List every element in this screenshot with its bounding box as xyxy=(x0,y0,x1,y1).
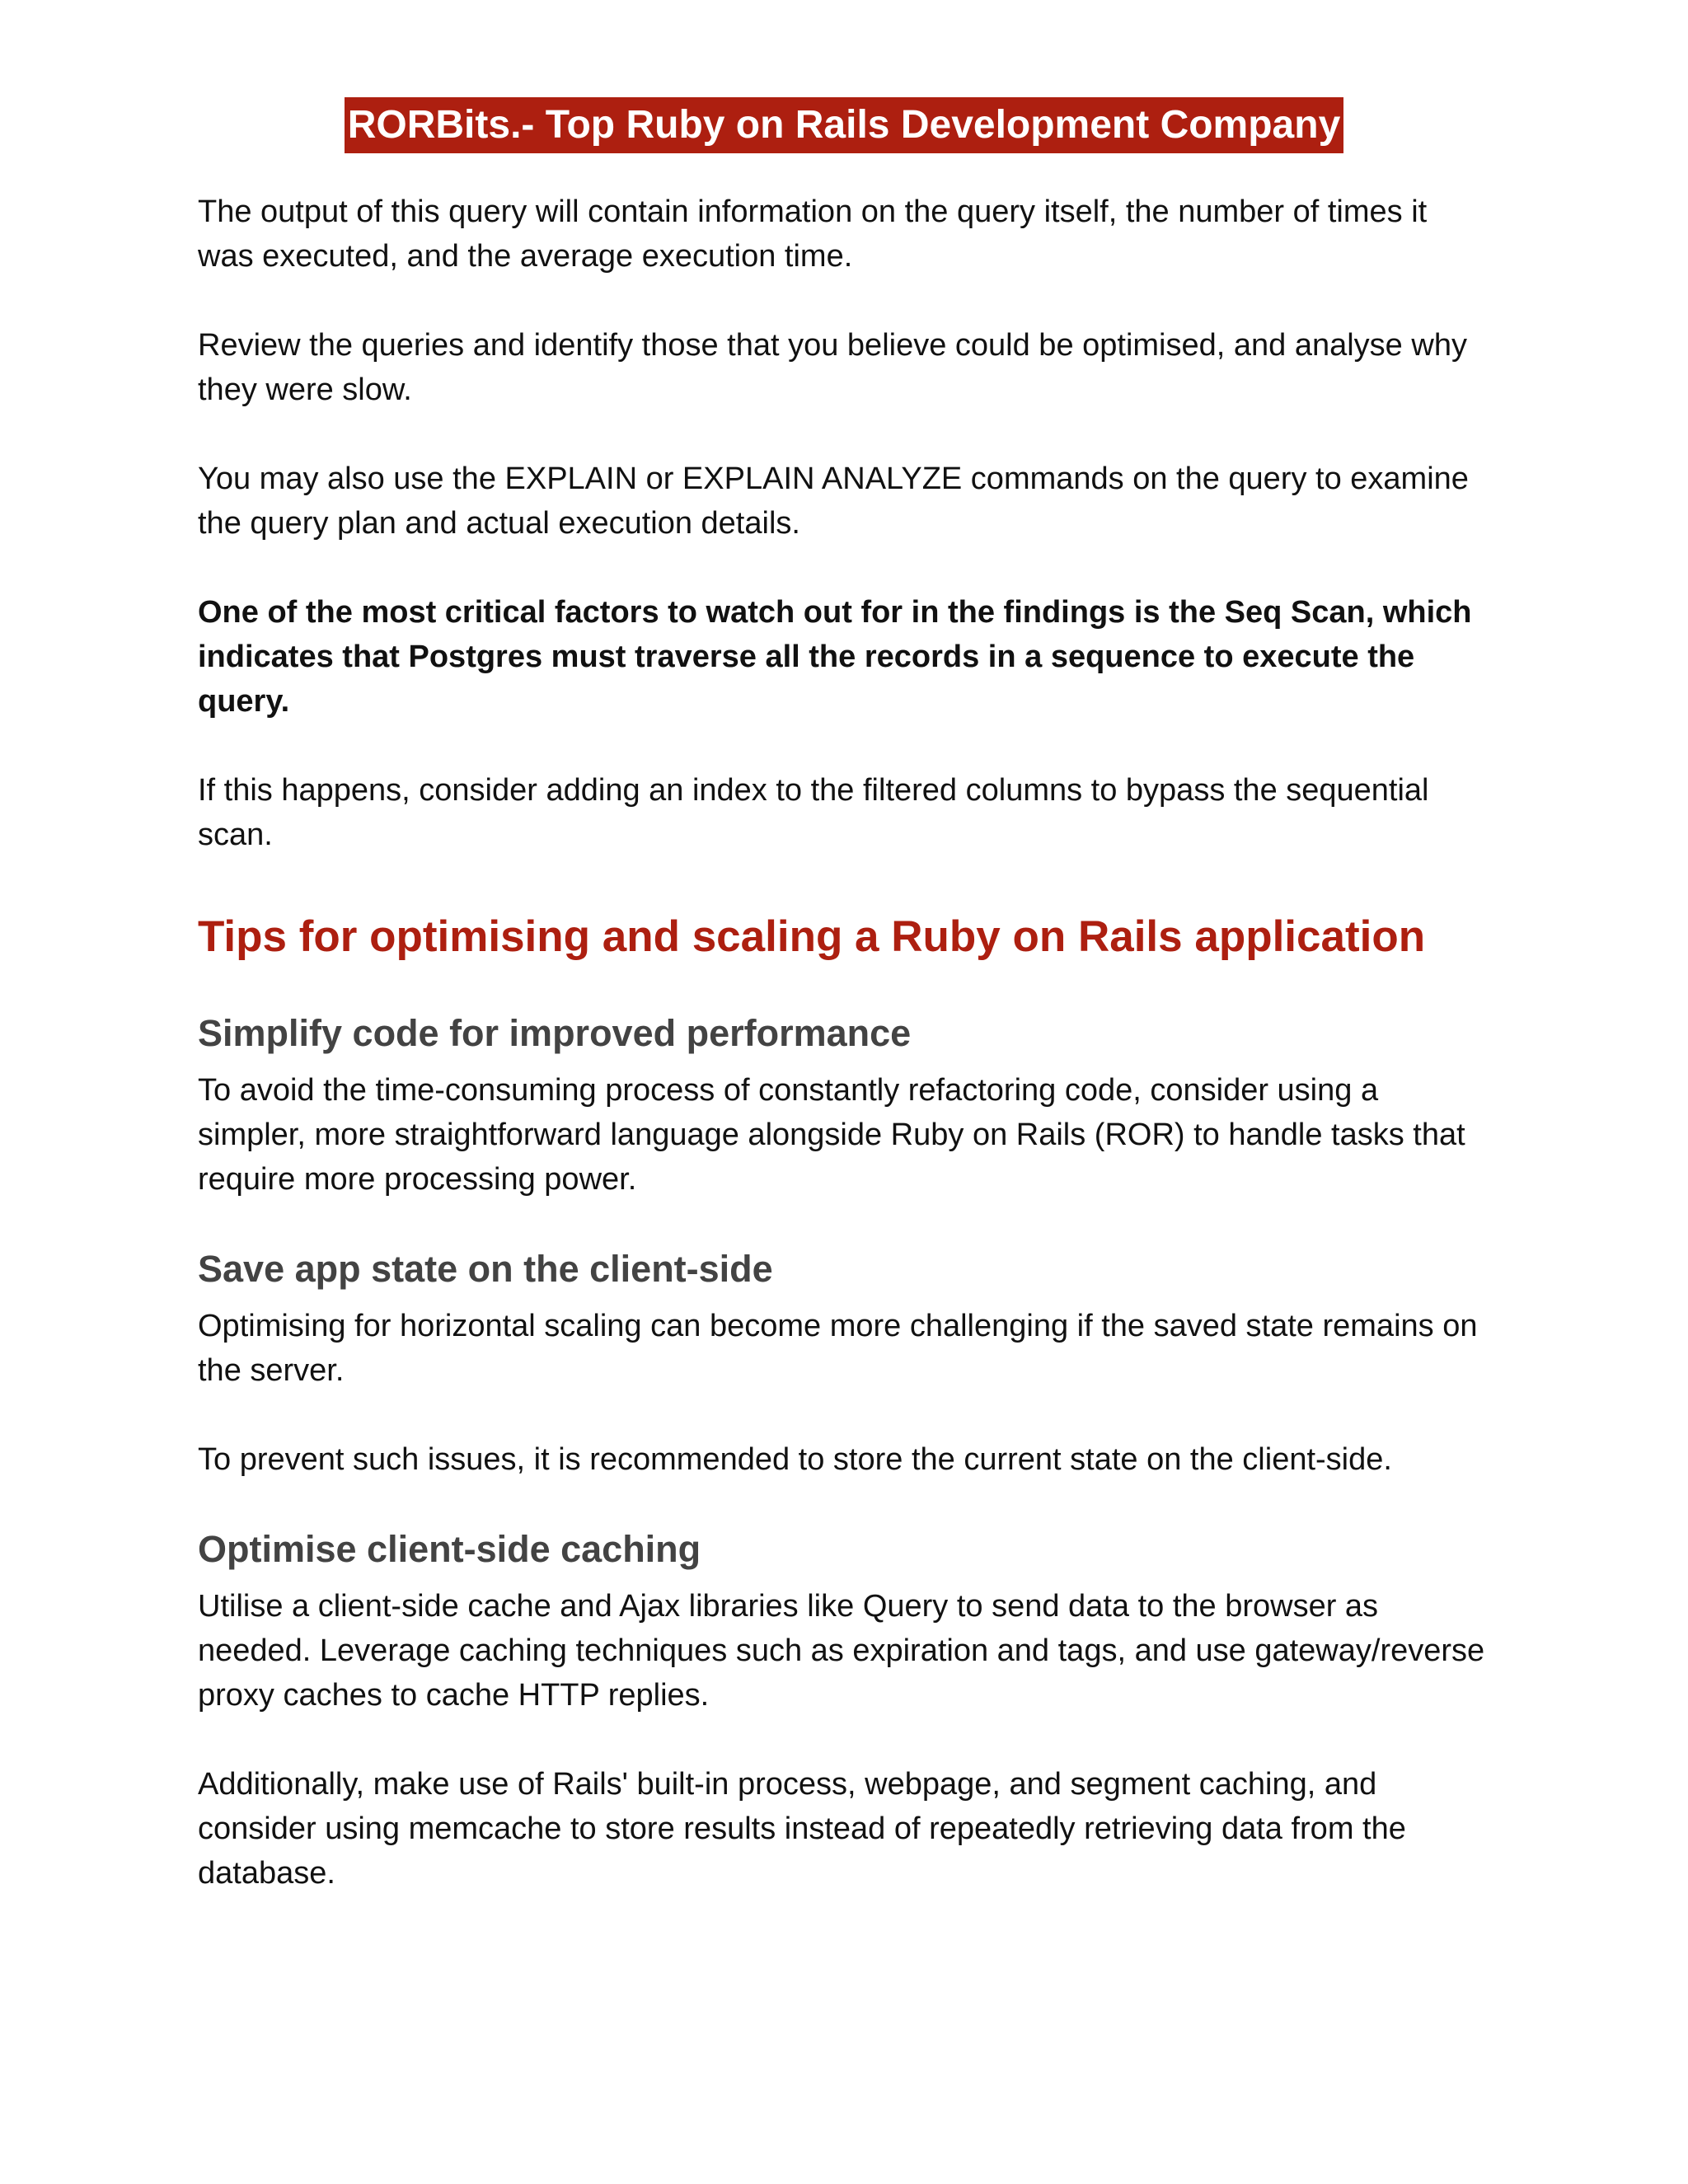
tips-heading: Tips for optimising and scaling a Ruby on Rails application xyxy=(198,912,1426,961)
seq-scan-callout: One of the most critical factors to watch out for in the findings is the Seq Scan, which indicates that Postgres must traverse all the records in a sequence to execute the query. xyxy=(198,595,1472,719)
section-client-caching xyxy=(198,1525,1490,1896)
section-paragraph: Additionally, make use of Rails' built-in process, webpage, and segment caching, and consider using memcache to store results instead of repeatedly retrieving data from the database. xyxy=(198,1767,1406,1891)
section-client-state xyxy=(198,1244,1490,1482)
section-paragraph: Optimising for horizontal scaling can become more challenging if the saved state remains on the server. xyxy=(198,1309,1478,1388)
section-paragraph: To avoid the time-consuming process of constantly refactoring code, consider using a simpler, more straightforward language alongside Ruby on Rails (ROR) to handle tasks that require more processing power. xyxy=(198,1073,1465,1197)
intro-paragraph: Review the queries and identify those that you believe could be optimised, and analyse why they were slow. xyxy=(198,328,1467,407)
section-simplify-code xyxy=(198,1009,1490,1202)
section-paragraph: To prevent such issues, it is recommended to store the current state on the client-side. xyxy=(198,1442,1392,1477)
document-content xyxy=(198,190,1490,1896)
page-banner-title: RORBits.- Top Ruby on Rails Development Company xyxy=(345,97,1344,153)
section-heading: Save app state on the client-side xyxy=(198,1248,773,1290)
section-paragraph: Utilise a client-side cache and Ajax libraries like Query to send data to the browser as needed. Leverage caching techniques such as expiration and tags, and use gateway/reverse proxy caches to cache HTTP replies. xyxy=(198,1589,1485,1713)
section-heading: Optimise client-side caching xyxy=(198,1528,701,1570)
intro-paragraph: The output of this query will contain information on the query itself, the number of times it was executed, and the average execution time. xyxy=(198,194,1428,274)
banner-container xyxy=(198,0,1490,153)
intro-paragraph: If this happens, consider adding an index to the filtered columns to bypass the sequential scan. xyxy=(198,773,1429,852)
intro-paragraph: You may also use the EXPLAIN or EXPLAIN ANALYZE commands on the query to examine the query plan and actual execution details. xyxy=(198,462,1469,541)
section-heading: Simplify code for improved performance xyxy=(198,1012,912,1054)
